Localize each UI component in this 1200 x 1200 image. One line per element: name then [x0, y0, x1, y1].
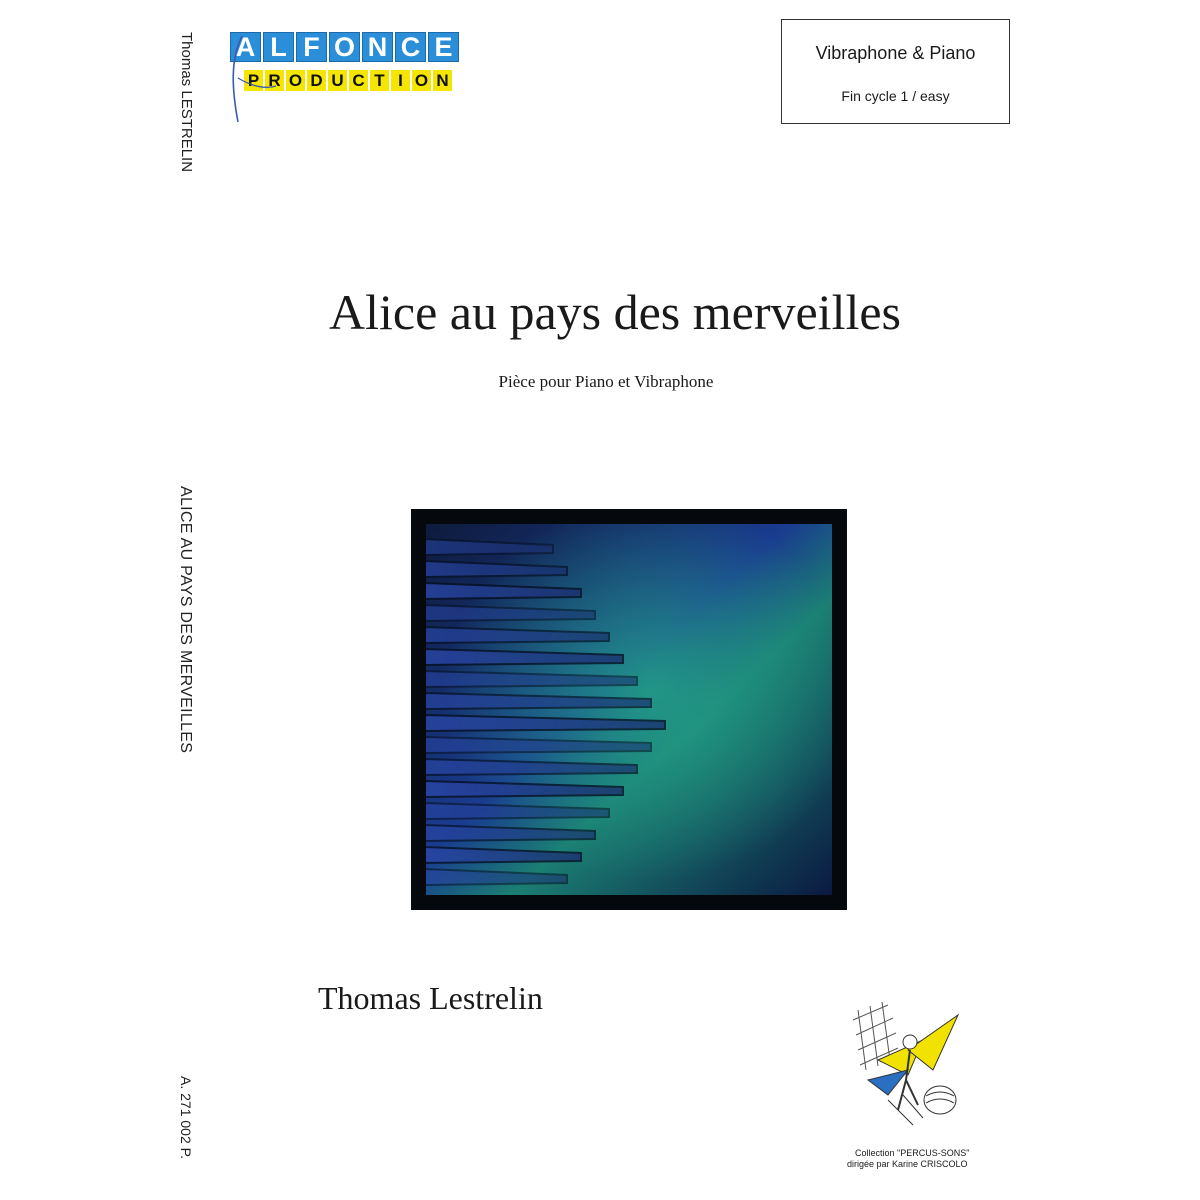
logo-alfonce-letter: N [362, 32, 393, 62]
logo-alfonce-letter: E [428, 32, 459, 62]
logo-production-letter: O [412, 70, 431, 91]
spine-catalog-code: A. 271 002 P. [178, 1076, 194, 1160]
logo-production-letter: C [349, 70, 368, 91]
logo-production-letter: P [244, 70, 263, 91]
subtitle: Pièce pour Piano et Vibraphone [498, 372, 714, 391]
vibraphone-bars-image [411, 509, 847, 910]
collection-name: Collection "PERCUS-SONS" [855, 1148, 970, 1158]
composer-name: Thomas Lestrelin [318, 980, 543, 1016]
logo-alfonce-letter: A [230, 32, 261, 62]
logo-production-letter: U [328, 70, 347, 91]
logo-alfonce-letter: C [395, 32, 426, 62]
percus-sons-dancer-icon [848, 1000, 968, 1130]
page-title: Alice au pays des merveilles [328, 284, 902, 340]
spine-title: ALICE AU PAYS DES MERVEILLES [177, 486, 194, 754]
logo-alfonce-letter: F [296, 32, 327, 62]
difficulty-label: Fin cycle 1 / easy [841, 88, 950, 104]
logo-production-letter: T [370, 70, 389, 91]
logo-production-letter: D [307, 70, 326, 91]
level-box [781, 19, 1010, 124]
collection-director: dirigée par Karine CRISCOLO [847, 1159, 968, 1169]
logo-swoosh-icon [228, 30, 478, 126]
logo-alfonce-letter: L [263, 32, 294, 62]
logo-production-letter: N [433, 70, 452, 91]
logo-production-letter: R [265, 70, 284, 91]
instrumentation-label: Vibraphone & Piano [815, 43, 976, 63]
publisher-logo [228, 30, 478, 126]
logo-production-letter: I [391, 70, 410, 91]
cover-image [411, 509, 847, 910]
spine-author: Thomas LESTRELIN [178, 32, 195, 173]
logo-alfonce-letter: O [329, 32, 360, 62]
logo-production-letter: O [286, 70, 305, 91]
